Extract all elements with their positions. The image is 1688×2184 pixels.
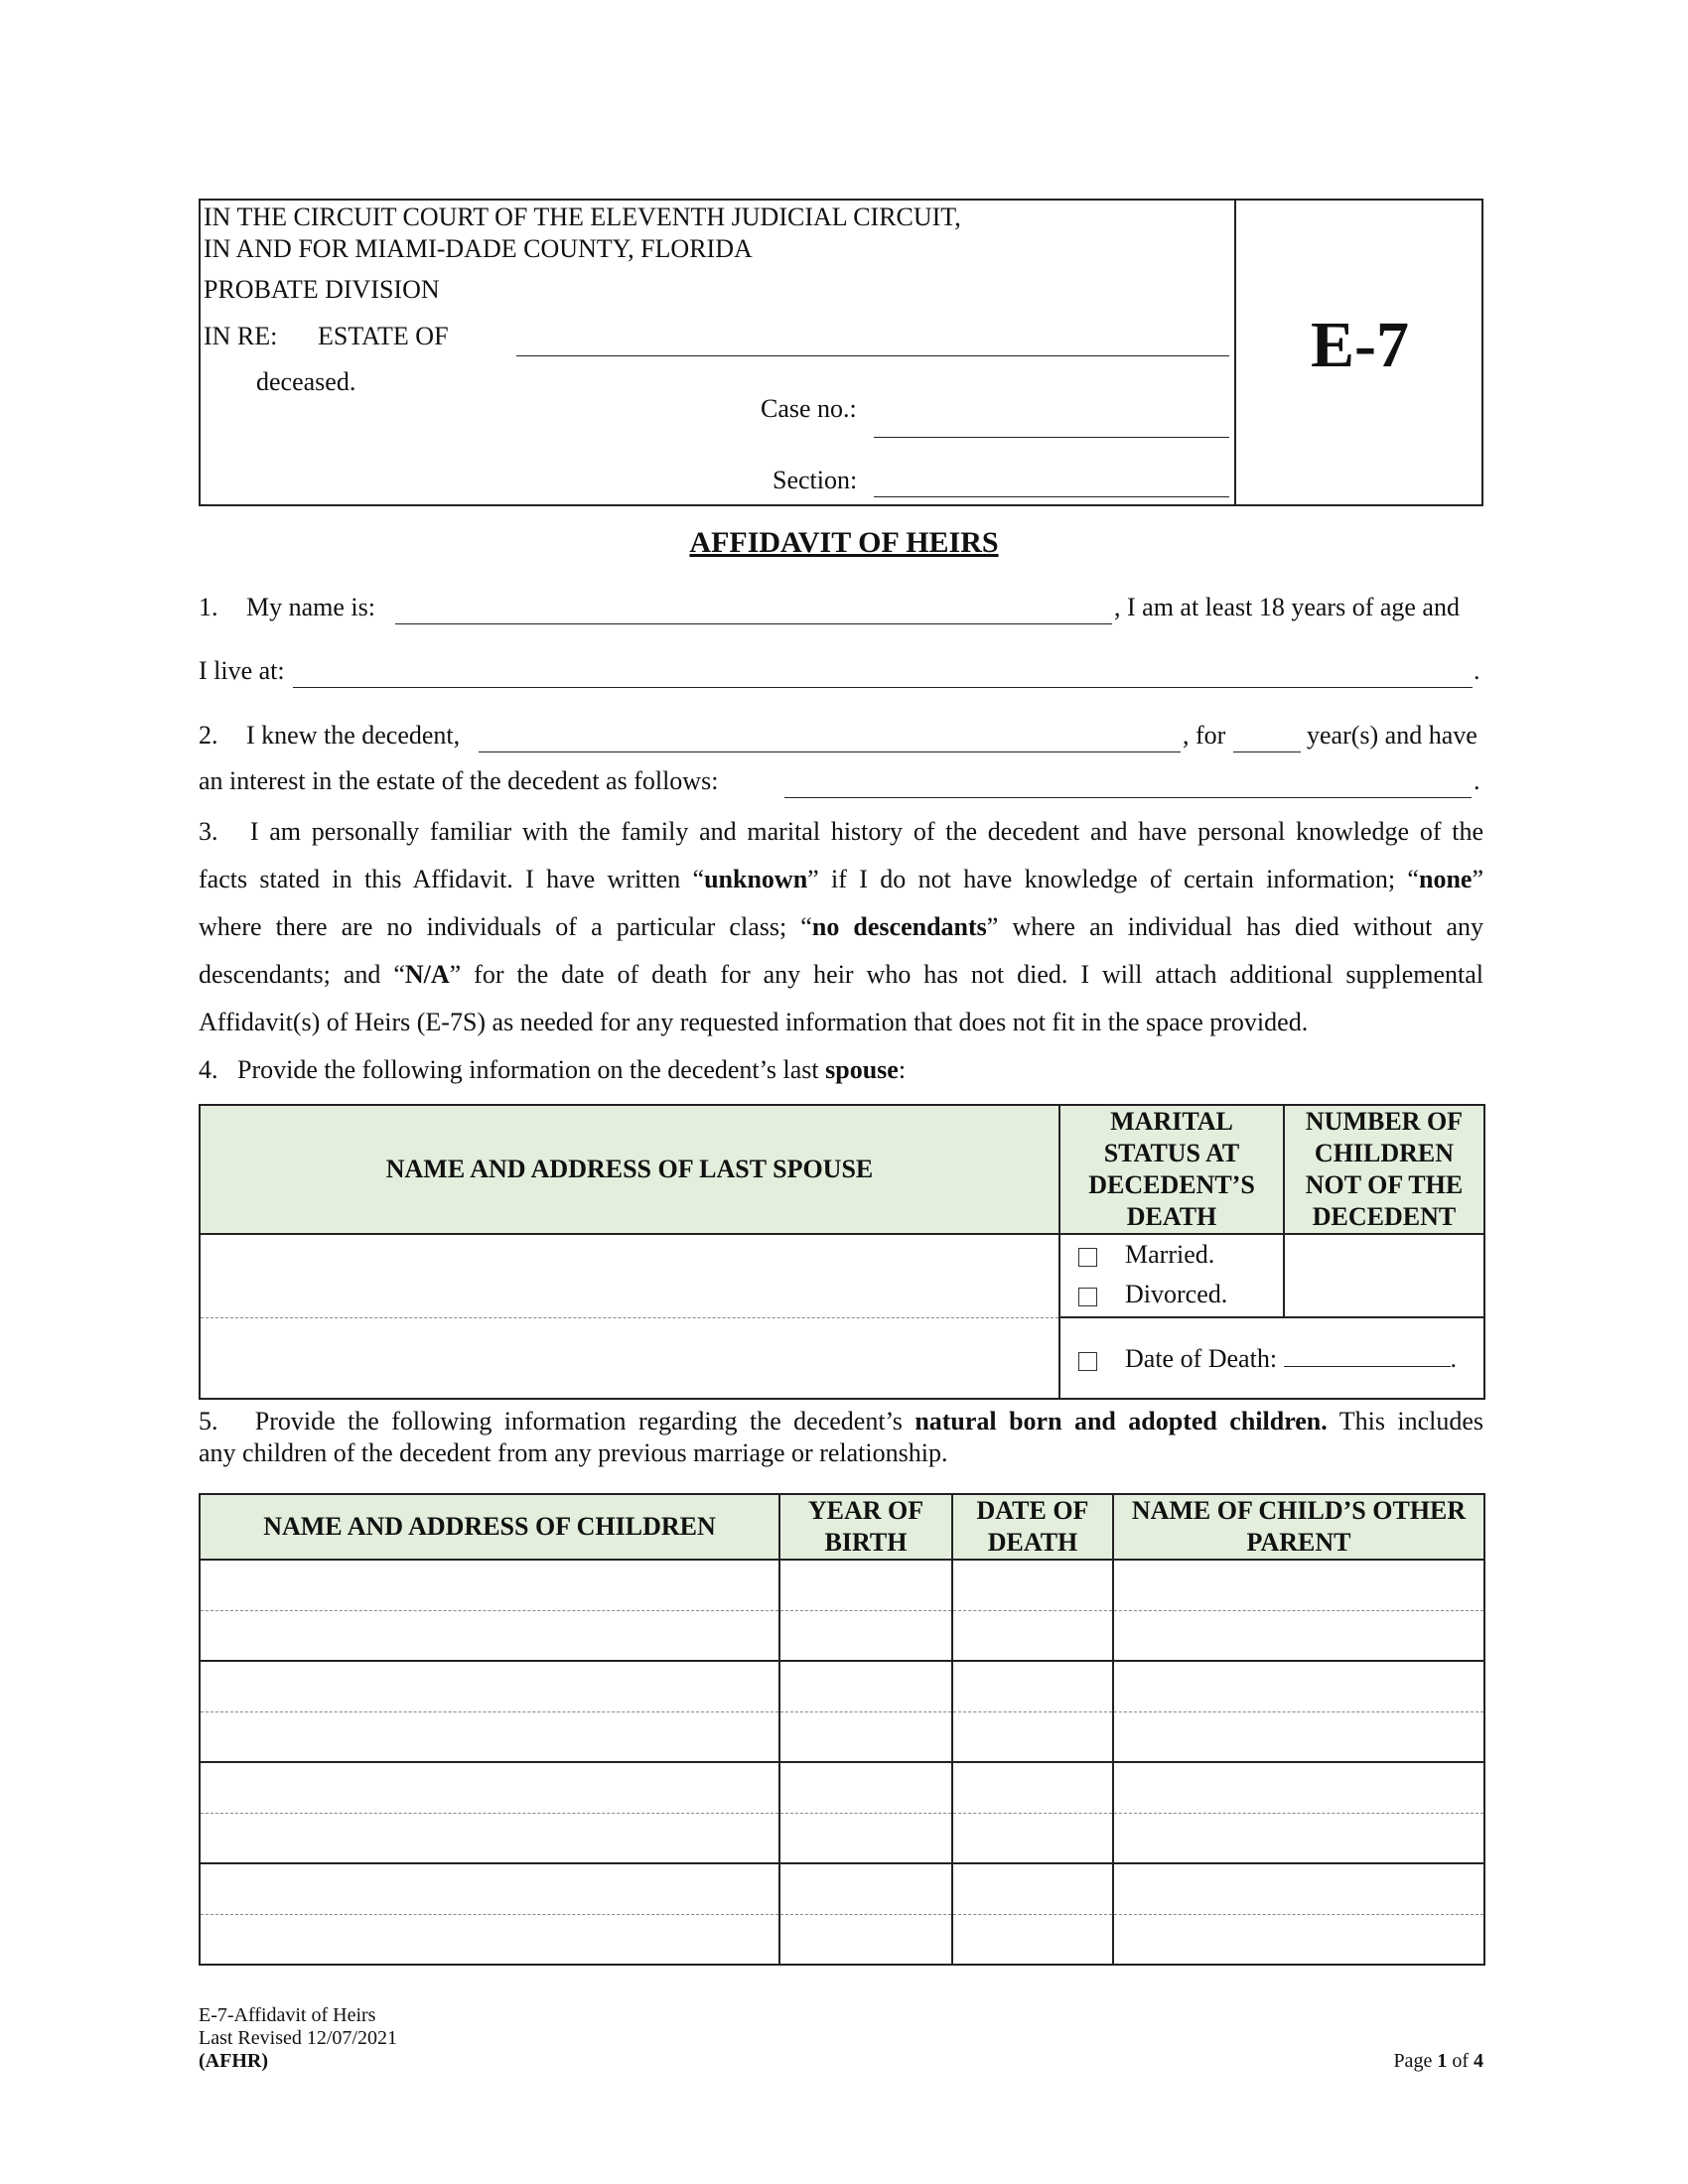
term-none: none (1418, 865, 1473, 893)
col-header-date-of-death: DATE OF DEATH (952, 1494, 1113, 1560)
divorced-option[interactable] (1060, 1275, 1283, 1314)
marital-status-cell (1059, 1234, 1284, 1317)
section-label: Section: (773, 466, 858, 494)
para3-text-4a: descendants; and “ (199, 960, 405, 989)
live-at-label: I live at: (199, 656, 285, 685)
para1-number: 1. (199, 593, 218, 621)
children-table-body (200, 1560, 1484, 1965)
year-of-birth-cell[interactable] (779, 1863, 952, 1914)
table-row (200, 1661, 1484, 1711)
married-option[interactable] (1060, 1235, 1283, 1275)
deceased-label: deceased. (256, 367, 356, 396)
para4-number: 4. (199, 1055, 218, 1084)
table-row (200, 1762, 1484, 1813)
address-period: . (1474, 656, 1480, 685)
estate-of-label: ESTATE OF (318, 322, 449, 350)
children-table (199, 1493, 1485, 1966)
para4 (199, 1055, 906, 1085)
date-of-death-cell[interactable] (952, 1711, 1113, 1762)
form-code: E-7 (1311, 309, 1409, 381)
col-header-child-name: NAME AND ADDRESS OF CHILDREN (200, 1494, 779, 1560)
term-na: N/A (404, 960, 450, 989)
table-row (200, 1610, 1484, 1661)
term-natural-adopted: natural born and adopted children. (914, 1407, 1328, 1435)
knew-decedent-label: I knew the decedent, (246, 721, 461, 750)
child-name-cell[interactable] (200, 1661, 779, 1711)
para3-text-1: I am personally familiar with the family and marital history of the decedent and have personal knowledge of the (249, 817, 1484, 846)
my-name-label: My name is: (246, 593, 375, 621)
para5-number: 5. (199, 1407, 218, 1435)
footer-left (199, 2004, 397, 2073)
footer-form-name: E-7-Affidavit of Heirs (199, 2004, 376, 2026)
child-name-cell[interactable] (200, 1711, 779, 1762)
para3-text-2a: facts stated in this Affidavit. I have written “ (199, 865, 705, 893)
child-name-cell[interactable] (200, 1863, 779, 1914)
page-total: 4 (1474, 2050, 1483, 2072)
term-no-descendants: no descendants (811, 912, 987, 941)
year-of-birth-cell[interactable] (779, 1711, 952, 1762)
address-field[interactable] (293, 687, 1473, 688)
col-header-spouse-name: NAME AND ADDRESS OF LAST SPOUSE (200, 1105, 1059, 1234)
date-of-death-field[interactable] (1284, 1338, 1451, 1367)
para5-text: Provide the following information regarding the decedent’s (254, 1407, 903, 1435)
spouse-name-cell[interactable] (200, 1234, 1059, 1317)
court-heading (204, 202, 961, 265)
other-parent-cell[interactable] (1113, 1661, 1484, 1711)
col-header-marital-status: MARITAL STATUS AT DECEDENT’S DEATH (1059, 1105, 1284, 1234)
para5-line-1 (199, 1406, 1483, 1437)
year-of-birth-cell[interactable] (779, 1762, 952, 1813)
para3-text-3a: where there are no individuals of a particular class; “ (199, 912, 812, 941)
date-of-death-period: . (1450, 1344, 1458, 1373)
para2-number: 2. (199, 721, 218, 750)
in-re-label: IN RE: (204, 322, 278, 350)
age-statement: , I am at least 18 years of age and (1114, 593, 1460, 621)
my-name-field[interactable] (395, 623, 1112, 624)
page-title: AFFIDAVIT OF HEIRS (689, 526, 999, 559)
section-field[interactable] (874, 496, 1229, 497)
other-parent-cell[interactable] (1113, 1560, 1484, 1610)
para4-text: Provide the following information on the decedent’s last (237, 1055, 819, 1084)
interest-label: an interest in the estate of the decedent as follows: (199, 766, 719, 795)
case-no-field[interactable] (874, 437, 1229, 438)
child-name-cell[interactable] (200, 1560, 779, 1610)
case-no-label: Case no.: (761, 394, 857, 423)
other-parent-cell[interactable] (1113, 1863, 1484, 1914)
for-label: , for (1183, 721, 1226, 750)
para4-colon: : (898, 1055, 907, 1084)
year-of-birth-cell[interactable] (779, 1661, 952, 1711)
page-current: 1 (1437, 2050, 1448, 2072)
court-line-1: IN THE CIRCUIT COURT OF THE ELEVENTH JUDICIAL CIRCUIT, (204, 203, 961, 231)
other-parent-cell[interactable] (1113, 1711, 1484, 1762)
estate-name-field[interactable] (516, 355, 1229, 356)
date-of-death-cell[interactable] (952, 1863, 1113, 1914)
decedent-name-field[interactable] (479, 751, 1181, 752)
child-name-cell[interactable] (200, 1610, 779, 1661)
child-name-cell[interactable] (200, 1914, 779, 1965)
other-parent-cell[interactable] (1113, 1762, 1484, 1813)
para5-tail: This includes (1338, 1407, 1484, 1435)
date-of-death-label: Date of Death: (1125, 1344, 1278, 1373)
date-of-death-option[interactable] (1060, 1338, 1483, 1378)
para5-line-2: any children of the decedent from any previous marriage or relationship. (199, 1438, 948, 1467)
years-field[interactable] (1233, 751, 1301, 752)
table-row (200, 1813, 1484, 1863)
para3-text-3b: ” where an individual has died without any (986, 912, 1483, 941)
footer-code: (AFHR) (199, 2050, 268, 2072)
year-of-birth-cell[interactable] (779, 1610, 952, 1661)
date-of-death-cell[interactable] (952, 1661, 1113, 1711)
other-parent-cell[interactable] (1113, 1813, 1484, 1863)
page-of: of (1452, 2050, 1469, 2072)
married-label: Married. (1125, 1240, 1215, 1269)
para3-line-2 (199, 856, 1483, 903)
interest-period: . (1474, 766, 1480, 795)
col-header-year-of-birth: YEAR OF BIRTH (779, 1494, 952, 1560)
para3-number: 3. (199, 817, 218, 846)
para3-line-1 (199, 808, 1483, 856)
interest-field[interactable] (784, 797, 1472, 798)
child-name-cell[interactable] (200, 1762, 779, 1813)
date-of-death-cell[interactable] (952, 1610, 1113, 1661)
footer-revised: Last Revised 12/07/2021 (199, 2027, 397, 2049)
date-of-death-cell[interactable] (952, 1813, 1113, 1863)
col-header-other-parent: NAME OF CHILD’S OTHER PARENT (1113, 1494, 1484, 1560)
division-label: PROBATE DIVISION (204, 275, 440, 304)
year-of-birth-cell[interactable] (779, 1914, 952, 1965)
table-row (200, 1711, 1484, 1762)
para3-line-3 (199, 903, 1483, 951)
para3-text-4b: ” for the date of death for any heir who has not died. I will attach additional supplemental (449, 960, 1483, 989)
child-name-cell[interactable] (200, 1813, 779, 1863)
years-label: year(s) and have (1307, 721, 1477, 750)
divorced-checkbox[interactable] (1078, 1288, 1097, 1306)
term-unknown: unknown (704, 865, 808, 893)
year-of-birth-cell[interactable] (779, 1813, 952, 1863)
term-spouse: spouse (825, 1055, 899, 1084)
para3-line-5: Affidavit(s) of Heirs (E-7S) as needed for any requested information that does not fit in the space provided. (199, 1008, 1309, 1036)
date-of-death-checkbox[interactable] (1078, 1352, 1097, 1371)
other-parent-cell[interactable] (1113, 1610, 1484, 1661)
table-row (200, 1560, 1484, 1610)
date-of-death-cell (1059, 1317, 1484, 1399)
page-prefix: Page (1393, 2050, 1433, 2072)
year-of-birth-cell[interactable] (779, 1560, 952, 1610)
spouse-table (199, 1104, 1485, 1400)
para3-line-4 (199, 951, 1483, 999)
other-parent-cell[interactable] (1113, 1914, 1484, 1965)
married-checkbox[interactable] (1078, 1248, 1097, 1267)
court-line-2: IN AND FOR MIAMI-DADE COUNTY, FLORIDA (204, 234, 753, 263)
divorced-label: Divorced. (1125, 1280, 1228, 1308)
para3-text-2c: ” (1472, 865, 1483, 893)
date-of-death-cell[interactable] (952, 1914, 1113, 1965)
page-number (1384, 2050, 1483, 2073)
table-row (200, 1863, 1484, 1914)
col-header-children-count: NUMBER OF CHILDREN NOT OF THE DECEDENT (1284, 1105, 1484, 1234)
spouse-address-cell[interactable] (200, 1317, 1059, 1399)
para3-text-2b: ” if I do not have knowledge of certain information; “ (807, 865, 1419, 893)
children-count-cell[interactable] (1284, 1234, 1484, 1317)
date-of-death-cell[interactable] (952, 1762, 1113, 1813)
date-of-death-cell[interactable] (952, 1560, 1113, 1610)
table-row (200, 1914, 1484, 1965)
